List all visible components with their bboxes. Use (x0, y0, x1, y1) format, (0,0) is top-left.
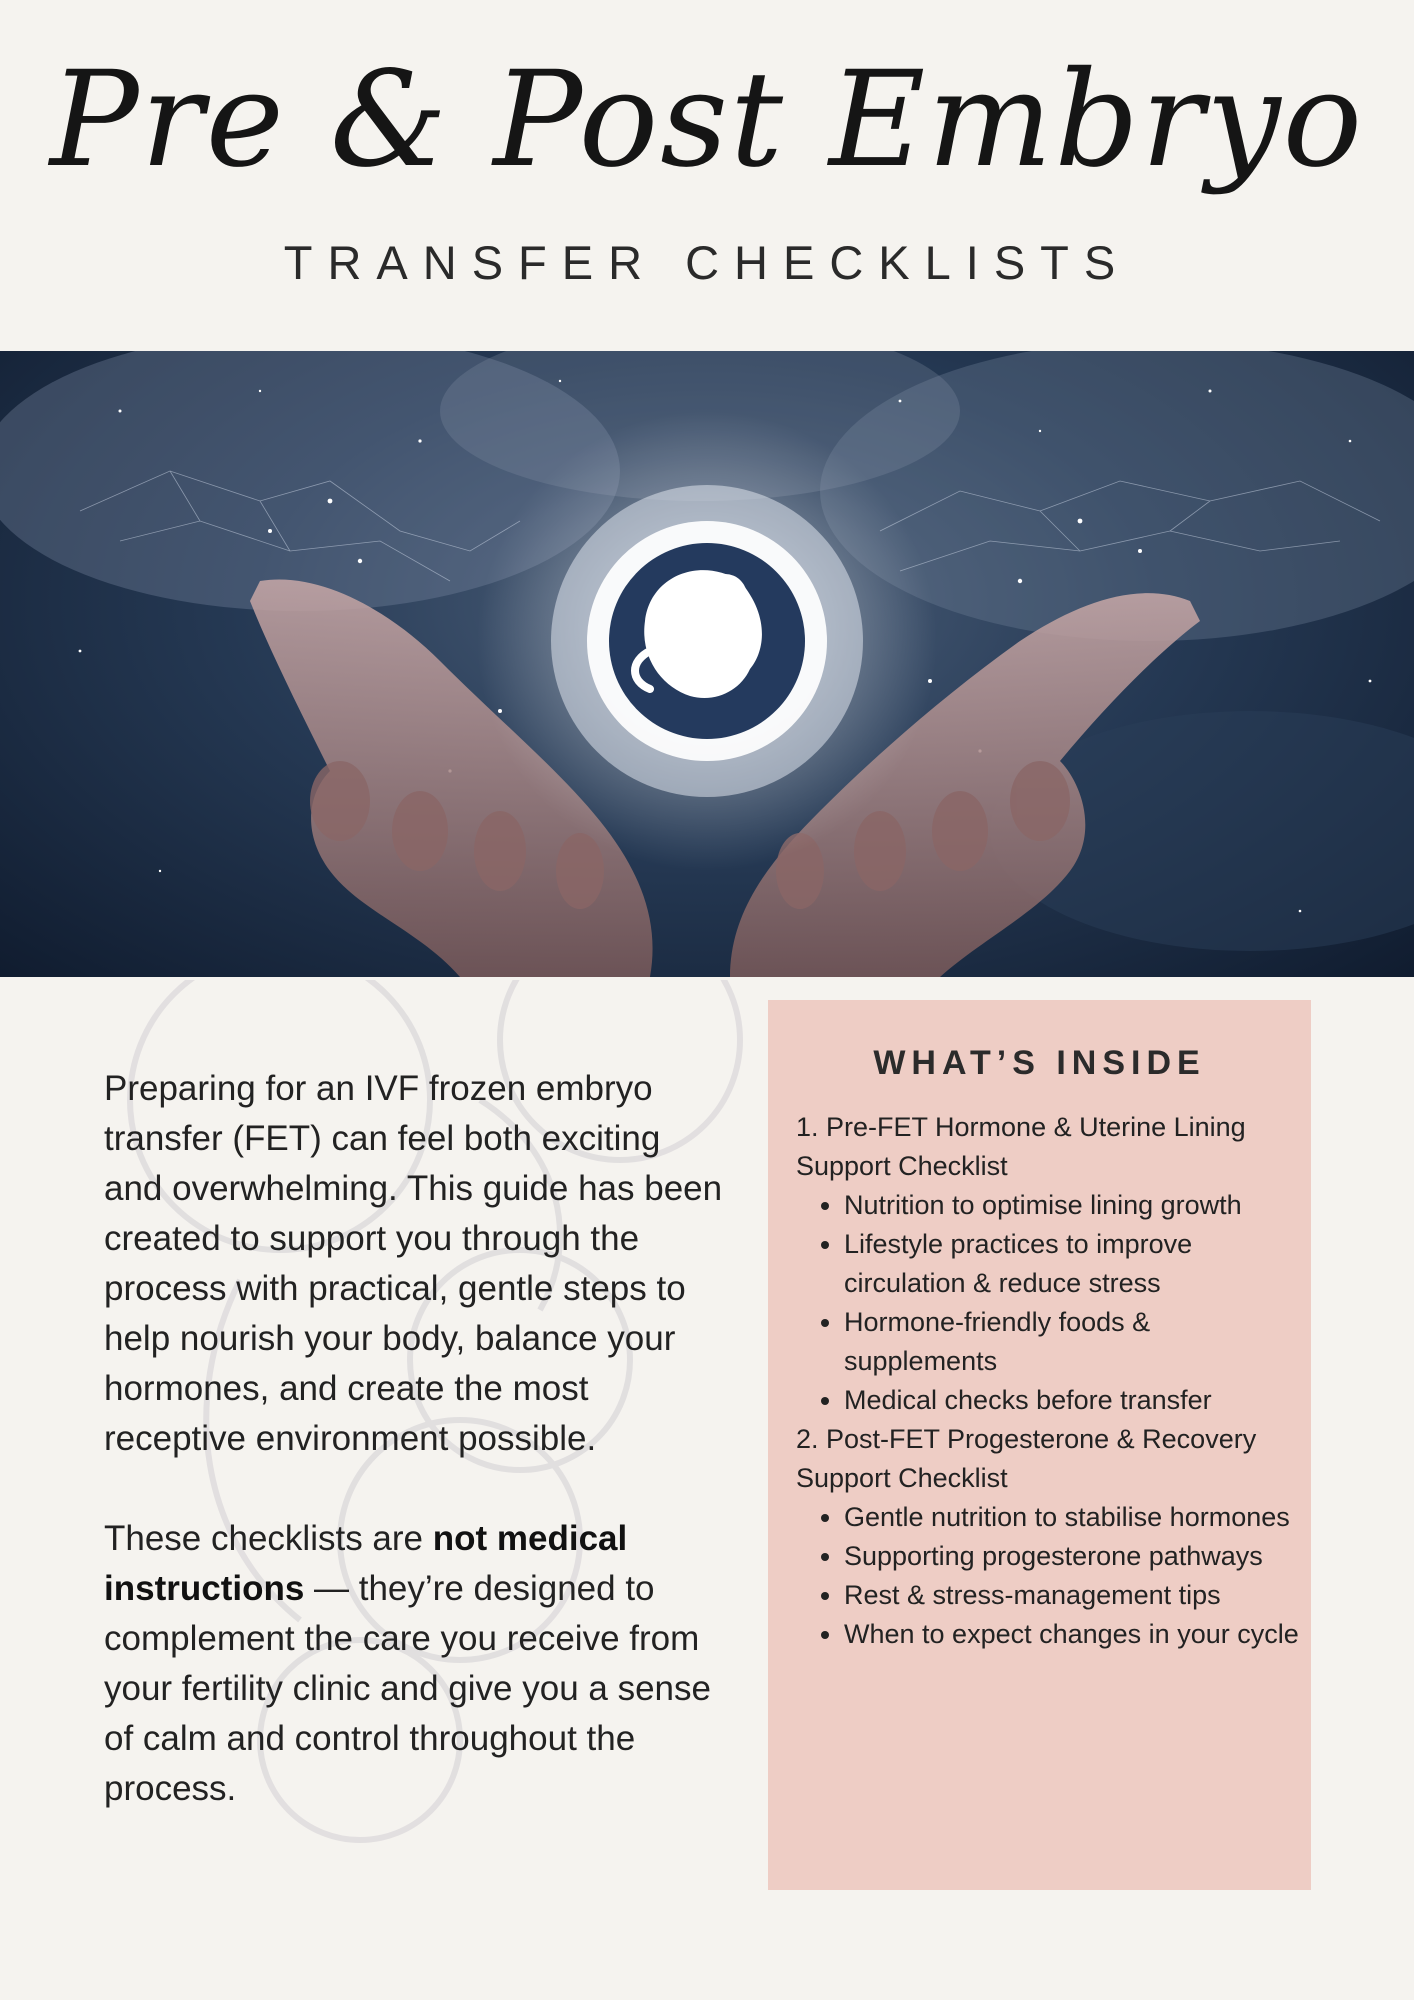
whats-inside-panel (768, 1000, 1311, 1890)
list-item: • Lifestyle practices to improve circulation & reduce stress (844, 1225, 1301, 1303)
intro-paragraph-2: These checklists are not medical instructions — they’re designed to complement the care you receive from your fertility clinic and give you a sense of calm and control throughout the process. (104, 1519, 711, 1808)
section-title-post-fet: 2. Post-FET Progesterone & Recovery Support Checklist (796, 1424, 1257, 1493)
list-item: • When to expect changes in your cycle (844, 1615, 1301, 1654)
list-item: • Hormone-friendly foods & supplements (844, 1303, 1301, 1381)
embryo-icon (551, 485, 863, 797)
pre-fet-list (796, 1186, 1301, 1420)
list-item: • Rest & stress-management tips (844, 1576, 1301, 1615)
intro-paragraph-1: Preparing for an IVF frozen embryo transfer (FET) can feel both exciting and overwhelming. This guide has been created to support you through the process with practical, gentle steps to help nourish your body, balance your hormones, and create the most receptive environment possible. (104, 1069, 723, 1458)
post-fet-list (796, 1498, 1301, 1654)
page-subtitle: TRANSFER CHECKLISTS (283, 236, 1131, 289)
list-item: • Medical checks before transfer (844, 1381, 1301, 1420)
list-item: • Nutrition to optimise lining growth (844, 1186, 1301, 1225)
section-title-pre-fet: 1. Pre-FET Hormone & Uterine Lining Support Checklist (796, 1112, 1246, 1181)
hero-image (0, 351, 1414, 977)
intro-text (104, 1064, 724, 1864)
list-item: • Gentle nutrition to stabilise hormones (844, 1498, 1301, 1537)
whats-inside-heading: WHAT’S INSIDE (873, 1044, 1206, 1082)
list-item: • Supporting progesterone pathways (844, 1537, 1301, 1576)
page-title-script: Pre & Post Embryo (49, 43, 1365, 197)
